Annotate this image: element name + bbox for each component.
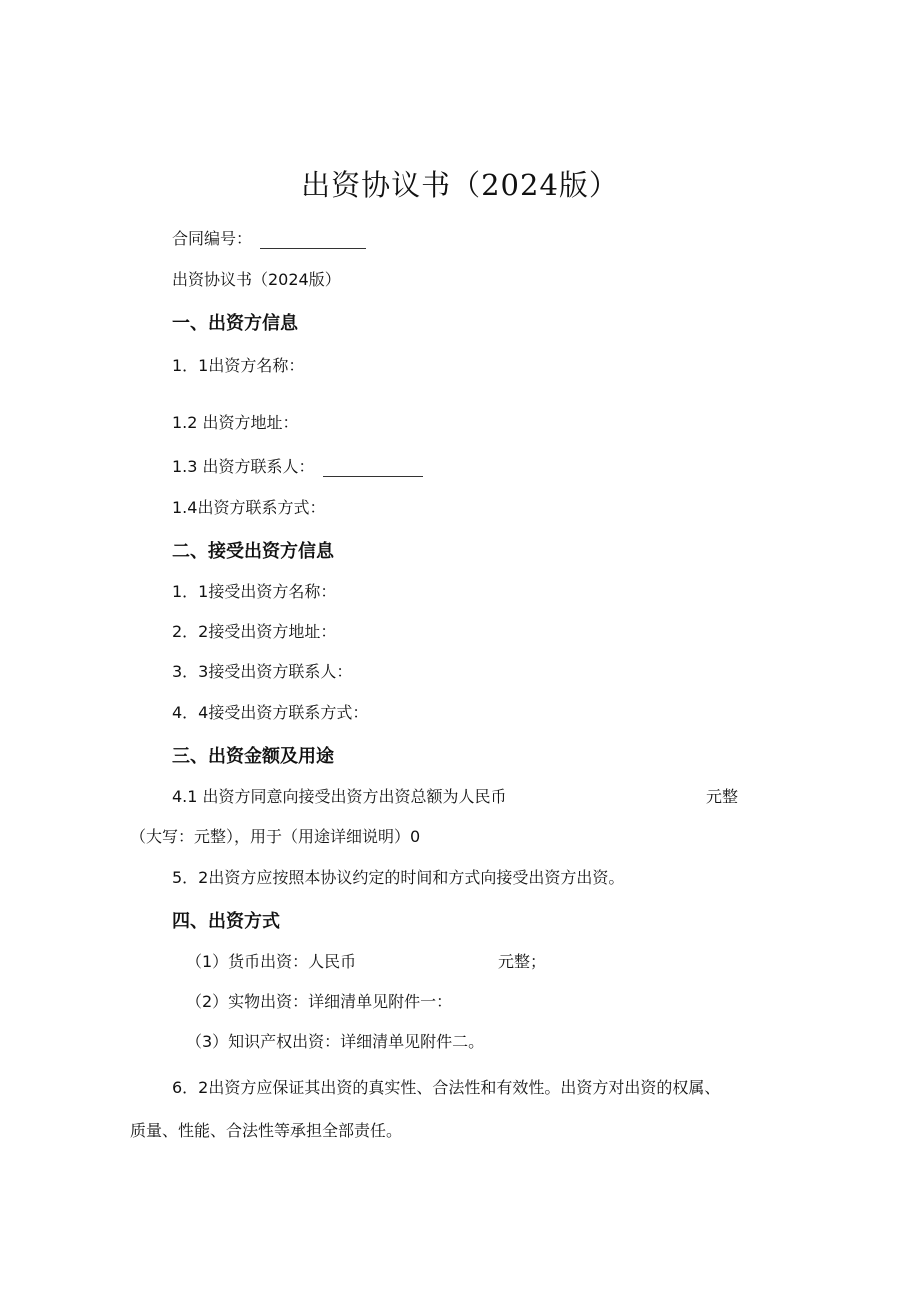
guarantee-paragraph-line-1: 6．2出资方应保证其出资的真实性、合法性和有效性。出资方对出资的权属、 xyxy=(172,1078,721,1097)
contract-number-blank xyxy=(260,234,366,249)
document-title: 出资协议书（2024版） xyxy=(301,168,619,202)
guarantee-paragraph-line-2: 质量、性能、合法性等承担全部责任。 xyxy=(130,1121,403,1140)
section-heading-investor: 一、出资方信息 xyxy=(172,313,298,334)
subtitle: 出资协议书（2024版） xyxy=(172,270,341,289)
amount-unit-label: 元整 xyxy=(706,787,739,806)
contract-number-label: 合同编号： xyxy=(172,229,253,248)
investor-name-field: 1．1出资方名称： xyxy=(172,356,305,375)
method-ip: （3）知识产权出资：详细清单见附件二。 xyxy=(186,1032,485,1051)
recipient-address-field: 2．2接受出资方地址： xyxy=(172,622,337,641)
investor-contact-method-field: 1.4出资方联系方式： xyxy=(172,498,326,517)
amount-paragraph-start: 4.1 出资方同意向接受出资方出资总额为人民币 xyxy=(172,787,507,806)
investor-contact-row xyxy=(172,457,423,477)
section-heading-amount: 三、出资金额及用途 xyxy=(172,746,334,767)
investor-contact-label: 1.3 出资方联系人： xyxy=(172,457,315,476)
section-heading-recipient: 二、接受出资方信息 xyxy=(172,541,334,562)
investor-contact-blank xyxy=(323,462,423,477)
recipient-name-field: 1．1接受出资方名称： xyxy=(172,582,337,601)
method-cash-unit: 元整； xyxy=(498,952,547,971)
investor-address-field: 1.2 出资方地址： xyxy=(172,413,299,432)
amount-schedule-paragraph: 5．2出资方应按照本协议约定的时间和方式向接受出资方出资。 xyxy=(172,868,625,887)
amount-paragraph-continued: （大写：元整），用于（用途详细说明）0 xyxy=(130,827,421,846)
recipient-contact-field: 3．3接受出资方联系人： xyxy=(172,662,353,681)
method-in-kind: （2）实物出资：详细清单见附件一： xyxy=(186,992,453,1011)
method-cash-start: （1）货币出资：人民币 xyxy=(186,952,357,971)
contract-number-row xyxy=(172,229,366,249)
section-heading-method: 四、出资方式 xyxy=(172,911,280,932)
recipient-contact-method-field: 4．4接受出资方联系方式： xyxy=(172,703,369,722)
